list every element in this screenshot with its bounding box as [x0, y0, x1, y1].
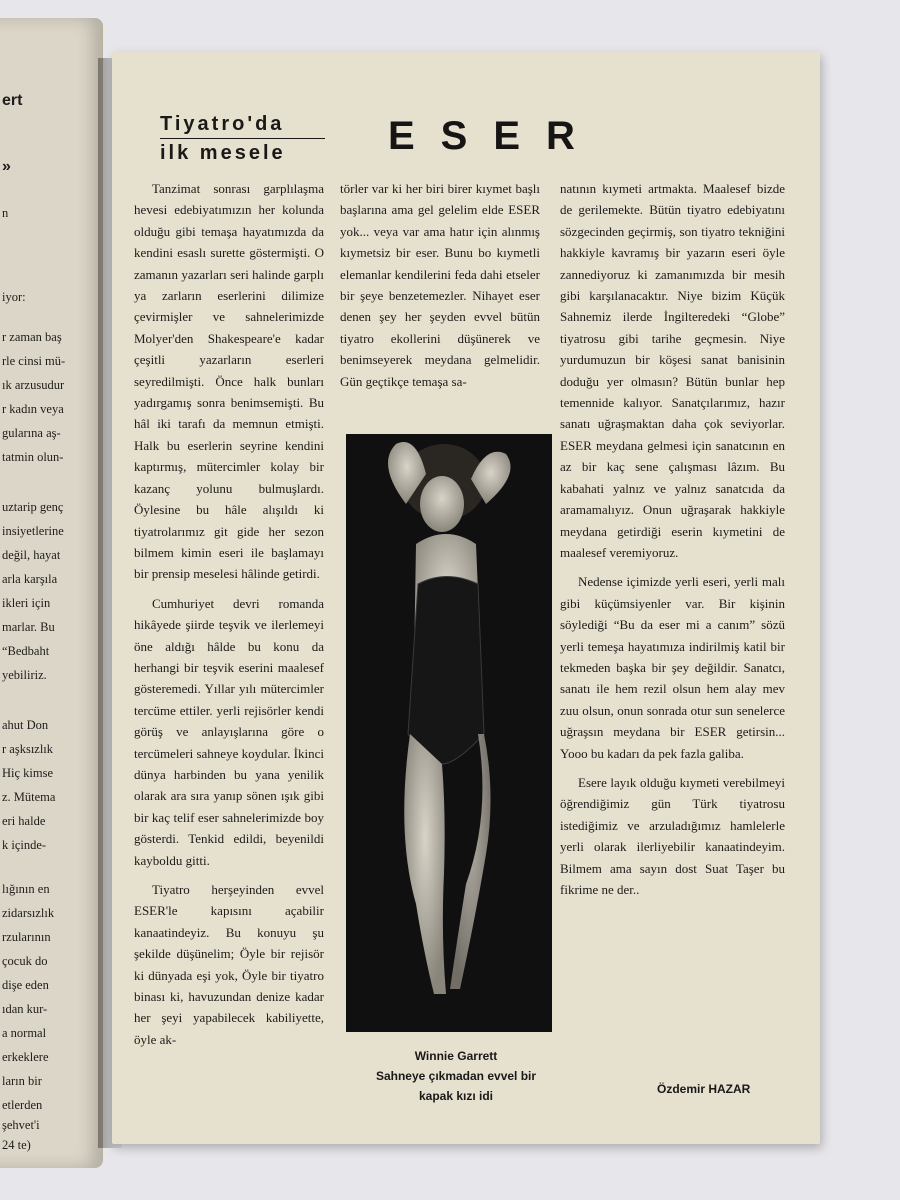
paragraph: Cumhuriyet devri romanda hikâyede şiirde teşvik ve ilerlemeyi öne aldığı hâlde bu konu da herhangi bir teşvik eserini maalesef gösteremedi. Yıllar yılı mütercimler tercüme ettiler. yerli rejisörler kendi görüş ve anlayışlarına göre o tercümeleri sahneye koydular. İkinci dünya harbinden bu yana yenilik olarak ara sıra yanıp sönen ışık gibi bir kaç telif eser sahnelerimizde boy gösterdi. Tenkid edildi, beyenildi kayboldu gitti. [134, 595, 324, 868]
left-page-text-fragment: a normal [2, 1026, 47, 1040]
left-page-text-fragment: ıdan kur- [2, 1002, 48, 1016]
article-column-2 [340, 178, 540, 400]
photo-caption [346, 1046, 566, 1106]
paragraph: Tiyatro herşeyinden evvel ESER'le kapısını açabilir kanaatindeyiz. Bu konuyu şu şekilde düşünelim; Öyle bir rejisör ki dünyada eşi yok, Öyle bir tiyatro binası ki, havuzundan denize kadar her şeyi yapabilecek kabiliyette, öyle ak- [134, 882, 324, 1047]
author-signature: Özdemir HAZAR [657, 1082, 751, 1096]
kicker-line-1: Tiyatro'da [160, 113, 285, 135]
left-page-text-fragment: Hiç kimse [2, 766, 54, 780]
paragraph: Tanzimat sonrası garplılaşma hevesi edebiyatımızın her kolunda olduğu gibi temaşa hayatımızda da kendini esaslı surette göstermişti. O zamanın yazarları seri halinde garplı ya zarların eserlerini dilimize çevirmişler ve sahnelerimizde Molyer'den Shakespeare'e kadar çeşitli yazarların eserleri seyredilmişti. Önce halk bunları yadırgamış sonra benimsemişti. Bu hâl iki tarafı da memnun etmişti. Halk bu eserlerin seyrine kendini kaptırmış, mütercimler kolay bir kazanç yolunu bulmuşlardı. Öylesine bu hâle alışıldı ki tiyatrolarımız git gide her sezon bilmem kimin eseri ile başlamayı bir prensip meselesi hâlinde getirdi. [134, 181, 324, 582]
left-page-text-fragment: rzularının [2, 930, 51, 944]
left-page-text-fragment: ikleri için [2, 596, 51, 610]
left-page-text-fragment: 24 te) [2, 1138, 31, 1152]
paragraph: Esere layık olduğu kıymeti verebilmeyi öğrendiğimiz gün Türk tiyatrosu istediğimiz ve arzuladığımız hamlelerle yerli olarak ilerliyebilir kanaatindeyim. Bilmem ama sayın dost Suat Taşer bu fikrime ne der.. [560, 774, 785, 897]
left-page-text-fragment: eri halde [2, 814, 46, 828]
left-page-text-fragment: marlar. Bu [2, 620, 55, 634]
left-page-text-fragment: dişe eden [2, 978, 49, 992]
article-column-1 [134, 178, 324, 1058]
article-title: ESER [388, 114, 601, 158]
left-page-text-fragment: ık arzusudur [2, 378, 65, 392]
left-page-text-fragment: n [2, 206, 9, 220]
left-page-text-fragment: r zaman baş [2, 330, 62, 344]
left-page-text-fragment: insiyetlerine [2, 524, 64, 538]
left-page-text-fragment: lığının en [2, 882, 50, 896]
left-page-text-fragment: ların bir [2, 1074, 42, 1088]
left-page-text-fragment: arla karşıla [2, 572, 58, 586]
left-page-text-fragment: k içinde- [2, 838, 47, 852]
left-page-text-fragment: şehvet'i [2, 1118, 40, 1132]
caption-line-1: Winnie Garrett [414, 1049, 498, 1063]
caption-line-2: Sahneye çıkmadan evvel bir [375, 1069, 537, 1083]
article-kicker [160, 110, 340, 167]
portrait-photo [346, 434, 552, 1032]
left-page-text-fragment: r aşksızlık [2, 742, 54, 756]
caption-line-3: kapak kızı idi [418, 1089, 494, 1103]
kicker-line-2: ilk mesele [160, 138, 325, 167]
left-page-text-fragment: gularına aş- [2, 426, 61, 440]
left-page-text-fragment: ahut Don [2, 718, 49, 732]
left-page [0, 18, 103, 1168]
paragraph: törler var ki her biri birer kıymet başlı başlarına ama gel gelelim elde ESER yok... veya var ama hatır için alınmış kıymetsiz bir eser. Bunu bo kıymetli elemanlar kendilerini feda dahi etseler bir şeye benzetemezler. Nihayet eser denen şey her şeyden evvel bütün tiyatro ekollerini düşünerek ve benimseyerek meydana gelmelidir. Gün geçtikçe temaşa sa- [340, 181, 540, 389]
left-page-text-fragment: z. Mütema [2, 790, 56, 804]
left-page-text-fragment: erkeklere [2, 1050, 49, 1064]
left-page-text-fragment: uztarip genç [2, 500, 64, 514]
left-page-text-fragment: “Bedbaht [2, 644, 50, 658]
left-page-text-fragment: yebiliriz. [2, 668, 47, 682]
left-page-text-fragment: ert [2, 92, 23, 109]
article-column-3 [560, 178, 785, 908]
left-page-text-fragment: değil, hayat [2, 548, 61, 562]
woman-figure-image [346, 434, 552, 1032]
left-page-text-fragment: rle cinsi mü- [2, 354, 66, 368]
left-page-text-fragment: zidarsızlık [2, 906, 55, 920]
left-page-text-fragment: r kadın veya [2, 402, 64, 416]
magazine-page [112, 52, 820, 1144]
left-page-text-fragment: » [2, 158, 11, 175]
left-page-text-fragment: iyor: [2, 290, 26, 304]
left-page-text-fragment: tatmin olun- [2, 450, 64, 464]
left-page-text-fragment: çocuk do [2, 954, 48, 968]
left-page-text-fragment: etlerden [2, 1098, 43, 1112]
paragraph: natının kıymeti artmakta. Maalesef bizde de gerilemekte. Bütün tiyatro edebiyatını sözgecinden geçirmiş, son tiyatro tekniğini hakkiyle kavramış bir yazarın eseri öyle zannediyoruz ki zamanımızda bir mesih gibi karşılanacaktır. Niye bizim Küçük Sahnemiz ilerde İngilteredeki “Globe” tiyatrosu gibi tarihe geçmesin. Niye yurdumuzun bir köşesi sanat banisinin doduğu yer olmasın? Bütün bunlar hep temennide kalıyor. Sanatçılarımız, hazır sanatı uğraşmaktan daha çok seviyorlar. ESER meydana gelmesi için sanatcının en az bir kaç sene çalışması lâzım. Bu kabahati yalnız ve yalnız sanatcıda da aramamalıyız. Onun uğraşarak hakkiyle meydana getirdiği eserin kıymetini de maalesef veremiyoruz. [560, 181, 785, 560]
paragraph: Nedense içimizde yerli eseri, yerli malı gibi küçümsiyenler var. Bir kişinin söylediği “Bu da eser mi a canım” sözü yerli temeşa hayatımıza indirilmiş katil bir tekmeden başka bir şey değildir. Sanatcı, sanatı ile hem rezil olsun hem alay mev zuu olsun, onun sonrada otur sun senelerce uğraşsın meydana bir ESER getirsin... Yooo bu kadarı da pek fazla galiba. [560, 574, 785, 761]
